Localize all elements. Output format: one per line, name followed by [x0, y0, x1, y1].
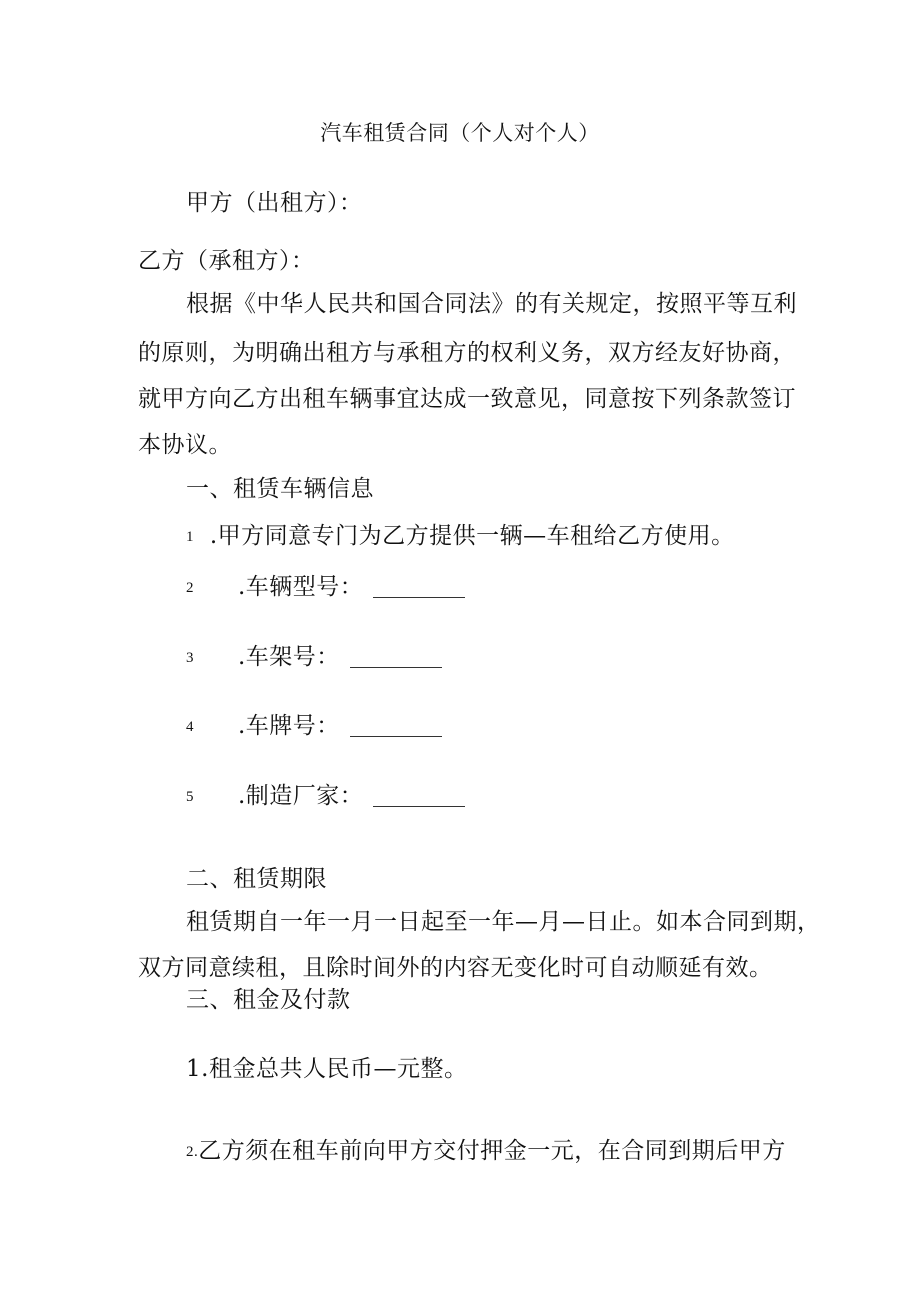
party-a-label: 甲方（出租方）： — [186, 190, 363, 216]
intro-line-3: 就甲方向乙方出租车辆事宜达成一致意见，同意按下列条款签订 — [138, 386, 796, 412]
section-2-line-1: 租赁期自一年一月一日起至一年—月—日止。如本合同到期， — [186, 909, 821, 935]
item-number: 4 — [186, 719, 194, 735]
item-text: .车架号： — [238, 644, 340, 670]
fill-in-blank — [373, 788, 465, 807]
item-text: .车牌号： — [238, 713, 340, 739]
intro-line-2: 的原则，为明确出租方与承租方的权利义务，双方经友好协商， — [138, 340, 796, 366]
fill-in-blank — [373, 579, 465, 598]
section-3-item-1: 1.租金总共人民币—元整。 — [186, 1056, 468, 1082]
fill-in-blank — [350, 718, 442, 737]
item-number: 2 — [186, 580, 194, 596]
section-1-heading: 一、租赁车辆信息 — [186, 476, 374, 502]
section-3-item-2 — [186, 1136, 786, 1167]
item-number: 1 — [186, 529, 194, 545]
section-2-line-2: 双方同意续租，且除时间外的内容无变化时可自动顺延有效。 — [138, 955, 773, 981]
item-number: 2. — [186, 1144, 199, 1160]
intro-line-1: 根据《中华人民共和国合同法》的有关规定，按照平等互利 — [186, 291, 797, 317]
section-1-item-2 — [186, 572, 465, 603]
section-2-heading: 二、租赁期限 — [186, 866, 327, 892]
party-b-label: 乙方（承租方）： — [138, 248, 315, 274]
item-text: .车辆型号： — [238, 574, 364, 600]
item-text: .甲方同意专门为乙方提供一辆—车租给乙方使用。 — [209, 523, 735, 549]
item-number: 5 — [186, 789, 194, 805]
section-1-item-4 — [186, 711, 442, 742]
fill-in-blank — [350, 649, 442, 668]
section-1-item-3 — [186, 642, 442, 673]
section-1-item-1 — [186, 521, 735, 552]
section-1-item-5 — [186, 781, 465, 812]
document-title: 汽车租赁合同（个人对个人） — [320, 121, 600, 145]
intro-line-4: 本协议。 — [138, 432, 232, 458]
item-number: 3 — [186, 650, 194, 666]
section-3-heading: 三、租金及付款 — [186, 987, 351, 1013]
item-text: .制造厂家： — [238, 783, 364, 809]
item-text: 乙方须在租车前向甲方交付押金一元，在合同到期后甲方 — [198, 1138, 786, 1164]
